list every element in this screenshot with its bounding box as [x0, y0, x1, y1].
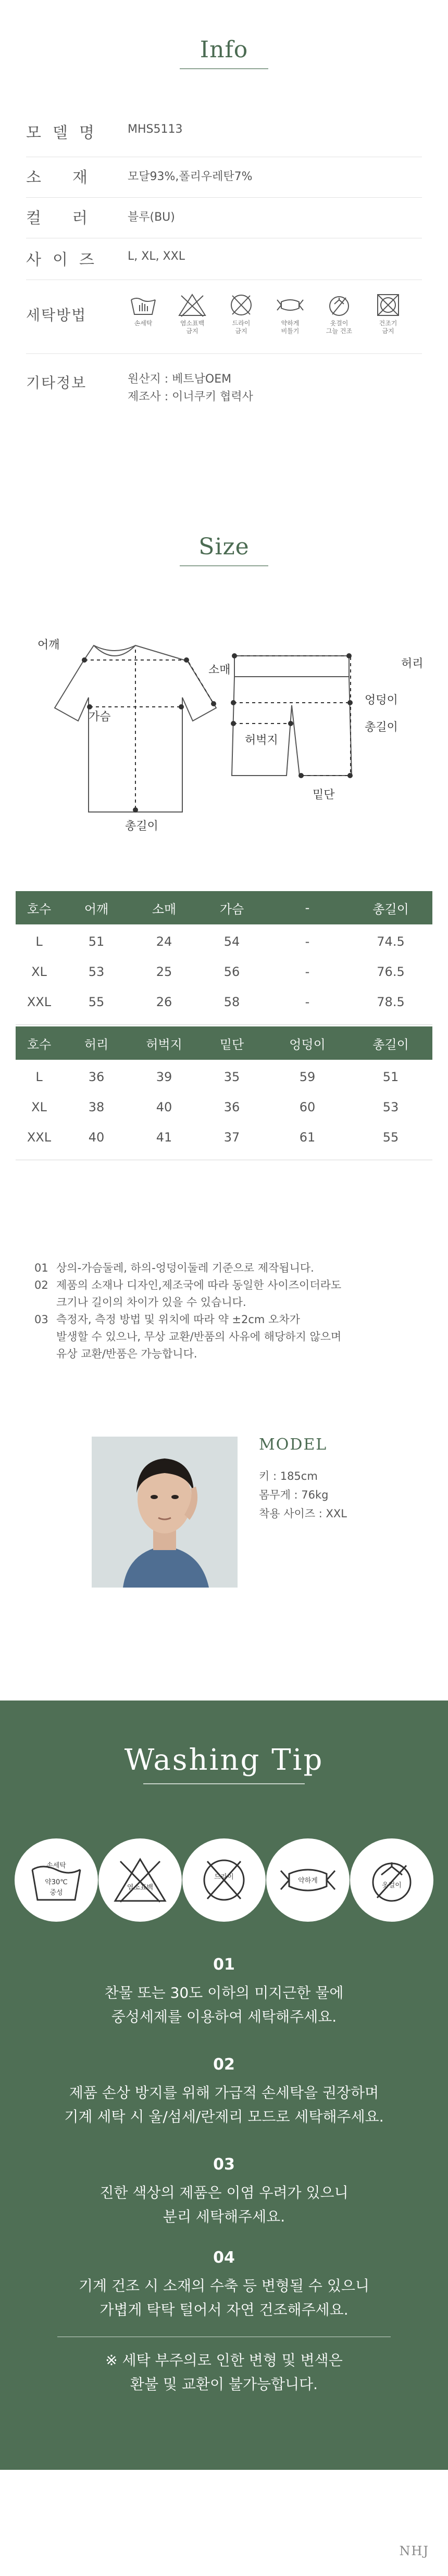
- size-note-2: [34, 1277, 341, 1311]
- care-label: 드라이 금지: [232, 320, 251, 335]
- tip-text: 진한 색상의 제품은 이염 우려가 있으니: [99, 2184, 349, 2201]
- table-cell: 61: [299, 1130, 316, 1145]
- info-value: L, XL, XXL: [128, 250, 185, 263]
- bottom-diagram: [229, 645, 385, 791]
- table-cell: 76.5: [377, 965, 405, 979]
- gentle-text: 약하게: [298, 1877, 318, 1885]
- care-icons: [120, 291, 422, 349]
- info-row-color: [26, 198, 422, 238]
- table-header-cell: 호수: [27, 902, 52, 917]
- info-row-model: [26, 110, 422, 157]
- model-weight: 몸무게 : 76kg: [259, 1489, 329, 1501]
- tip-number: 02: [213, 2055, 235, 2074]
- table-cell: 74.5: [377, 934, 405, 949]
- table-row: [16, 957, 432, 987]
- table-row: [16, 1062, 432, 1092]
- care-no-tumble-dry: [365, 291, 412, 335]
- care-shade-dry: [316, 291, 363, 335]
- note-number: 01: [34, 1262, 48, 1274]
- table-cell: 37: [223, 1130, 240, 1145]
- brand-footer: NHJ: [399, 2544, 429, 2558]
- table-cell: L: [35, 934, 43, 949]
- warning-text: 환불 및 교환이 불가능합니다.: [130, 2376, 318, 2393]
- table-cell: 36: [88, 1070, 105, 1084]
- care-label: 건조기 금지: [379, 320, 397, 335]
- temp-text: 약30℃: [45, 1879, 68, 1886]
- table-cell: 39: [156, 1070, 172, 1084]
- table-header-cell: 밑단: [219, 1037, 244, 1052]
- size-title-text: Size: [198, 534, 250, 560]
- model-size: 착용 사이즈 : XXL: [259, 1507, 347, 1520]
- care-hand-wash: [120, 291, 167, 327]
- size-section-title: [0, 534, 448, 566]
- info-row-sizes: [26, 238, 422, 280]
- table-cell: 41: [156, 1130, 172, 1145]
- table-cell: 60: [299, 1100, 316, 1114]
- table-header-cell: 엉덩이: [289, 1037, 326, 1052]
- info-row-wash: [26, 280, 422, 354]
- shoulder-label: 어깨: [38, 639, 60, 652]
- maker-text: 제조사 : 이너쿠키 협력사: [128, 390, 253, 403]
- table-row: [16, 927, 432, 957]
- table-cell: -: [305, 934, 310, 949]
- table-header-cell: 소매: [152, 902, 177, 917]
- note-text: 크기나 길이의 차이가 있을 수 있습니다.: [56, 1296, 246, 1309]
- table-cell: 53: [88, 965, 105, 979]
- no-bleach-icon: [176, 291, 208, 319]
- note-number: 02: [34, 1279, 48, 1291]
- table-header-cell: -: [305, 900, 310, 915]
- washing-title-text: Washing Tip: [124, 1743, 324, 1777]
- note-text: 발생할 수 있으나, 무상 교환/반품의 사유에 해당하지 않으며: [56, 1330, 342, 1343]
- hem-label: 밑단: [313, 789, 335, 802]
- washing-tip-title: [0, 1743, 448, 1784]
- wash-tip-1: [0, 1956, 448, 2029]
- model-photo: [92, 1437, 238, 1588]
- note-text: 제품의 소재나 디자인,제조국에 따라 동일한 사이즈이더라도: [56, 1279, 342, 1291]
- model-title: MODEL: [259, 1436, 328, 1454]
- table-cell: 51: [88, 934, 105, 949]
- wash-circle-bleach: [98, 1838, 182, 1922]
- table-cell: L: [35, 1070, 43, 1084]
- info-row-etc: [26, 354, 422, 432]
- wash-method-label: 세탁방법: [26, 307, 87, 324]
- table-cell: 55: [88, 995, 105, 1009]
- wash-circle-dry-clean: [182, 1838, 266, 1922]
- no-tumble-dry-icon: [372, 291, 404, 319]
- hand-wash-text: 손세탁: [46, 1862, 66, 1870]
- size-note-3: [34, 1311, 341, 1363]
- table-header-cell: 총길이: [372, 902, 409, 917]
- thigh-label: 허벅지: [245, 734, 278, 747]
- note-text: 측정자, 측정 방법 및 위치에 따라 약 ±2cm 오차가: [56, 1313, 300, 1326]
- table-row: [16, 1122, 432, 1152]
- wash-tip-4: [0, 2249, 448, 2322]
- table-divider: [16, 1024, 432, 1025]
- table-cell: 25: [156, 965, 172, 979]
- care-label: 옷걸이 그늘 건조: [326, 320, 353, 335]
- wash-circle-wring: [266, 1838, 350, 1922]
- table-cell: 56: [223, 965, 240, 979]
- tip-text: 찬물 또는 30도 이하의 미지근한 물에: [104, 1984, 344, 2001]
- washing-title-rule: [143, 1783, 305, 1784]
- wash-tip-3: [0, 2155, 448, 2229]
- bleach-text: 염소표백: [127, 1884, 154, 1892]
- wash-tip-2: [0, 2055, 448, 2129]
- wash-circle-hanger: [350, 1838, 433, 1922]
- table-cell: 78.5: [377, 995, 405, 1009]
- model-height: 키 : 185cm: [259, 1470, 318, 1482]
- hip-label: 엉덩이: [365, 694, 398, 707]
- shade-dry-icon: [323, 291, 355, 319]
- table-header-cell: 호수: [27, 1037, 52, 1052]
- no-dry-clean-icon: [193, 1854, 255, 1906]
- origin-text: 원산지 : 베트남OEM: [128, 373, 232, 386]
- washing-tip-section: [0, 1701, 448, 2470]
- table-cell: 24: [156, 934, 172, 949]
- info-title-text: Info: [200, 36, 248, 63]
- no-bleach-icon: [109, 1854, 171, 1906]
- table-cell: 26: [156, 995, 172, 1009]
- size-title-rule: [180, 565, 268, 566]
- tip-number: 01: [213, 1956, 235, 1974]
- info-label: 컬러: [26, 209, 119, 227]
- table-row: [16, 987, 432, 1017]
- table-cell: 58: [223, 995, 240, 1009]
- care-label: 손세탁: [134, 320, 153, 327]
- size-note-1: [34, 1260, 314, 1277]
- bottom-size-table: [16, 1026, 432, 1160]
- table-cell: 40: [88, 1130, 105, 1145]
- tip-text: 제품 손상 방지를 위해 가급적 손세탁을 권장하며: [69, 2084, 379, 2101]
- tip-text: 가볍게 탁탁 털어서 자연 건조해주세요.: [99, 2301, 349, 2318]
- tip-number: 04: [213, 2249, 235, 2267]
- table-row: [16, 1092, 432, 1122]
- care-gentle-wring: [267, 291, 314, 335]
- table-cell: -: [305, 995, 310, 1009]
- hand-wash-icon: [127, 291, 159, 319]
- hanger-text: 옷걸이: [382, 1882, 402, 1889]
- tip-number: 03: [213, 2155, 235, 2174]
- table-cell: XXL: [27, 995, 52, 1009]
- tip-text: 중성세제를 이용하여 세탁해주세요.: [111, 2008, 337, 2025]
- wash-circle-hand: [15, 1838, 98, 1922]
- top-length-label: 총길이: [125, 820, 158, 833]
- table-header-cell: 허리: [84, 1037, 109, 1052]
- tip-text: 분리 세탁해주세요.: [163, 2208, 285, 2225]
- waist-label: 허리: [401, 657, 424, 670]
- info-row-material: [26, 157, 422, 198]
- table-header-cell: 총길이: [372, 1037, 409, 1052]
- table-cell: 38: [88, 1100, 105, 1114]
- top-diagram: [36, 635, 234, 828]
- table-header-cell: 어깨: [84, 902, 109, 917]
- wash-warning: [0, 2349, 448, 2396]
- table-cell: 35: [223, 1070, 240, 1084]
- etc-label: 기타정보: [26, 374, 87, 391]
- chest-label: 가슴: [89, 710, 111, 724]
- table-header-cell: 가슴: [219, 902, 244, 917]
- table-cell: XXL: [27, 1130, 52, 1145]
- table-header: [16, 1026, 432, 1060]
- info-section-title: [0, 36, 448, 69]
- model-portrait: [92, 1437, 238, 1588]
- bottom-length-label: 총길이: [365, 721, 398, 734]
- info-title-rule: [180, 68, 268, 69]
- table-cell: XL: [31, 1100, 47, 1114]
- gentle-wring-icon: [274, 291, 306, 319]
- table-cell: 36: [223, 1100, 240, 1114]
- warning-text: ※ 세탁 부주의로 인한 변형 및 변색은: [105, 2352, 343, 2369]
- care-no-bleach: [169, 291, 216, 335]
- note-text: 상의-가슴둘레, 하의-엉덩이둘레 기준으로 제작됩니다.: [56, 1262, 314, 1274]
- table-cell: 53: [382, 1100, 399, 1114]
- hanger-dry-icon: [360, 1854, 423, 1906]
- gentle-wring-icon: [277, 1854, 339, 1906]
- table-cell: -: [305, 965, 310, 979]
- top-size-table: [16, 891, 432, 1025]
- tip-text: 기계 건조 시 소재의 수축 등 변형될 수 있으니: [78, 2277, 370, 2294]
- table-header-cell: 허벅지: [146, 1037, 182, 1052]
- table-cell: 55: [382, 1130, 399, 1145]
- dry-text: 드라이: [214, 1873, 234, 1881]
- info-value: 블루(BU): [128, 211, 175, 224]
- table-cell: XL: [31, 965, 47, 979]
- table-header: [16, 891, 432, 924]
- note-text: 유상 교환/반품은 가능합니다.: [56, 1348, 197, 1360]
- hand-wash-30-icon: [25, 1854, 88, 1906]
- table-cell: 51: [382, 1070, 399, 1084]
- neutral-text: 중성: [49, 1889, 63, 1897]
- sleeve-label: 소매: [208, 664, 231, 677]
- care-no-dry-clean: [218, 291, 265, 335]
- note-number: 03: [34, 1313, 48, 1326]
- tip-text: 기계 세탁 시 울/섬세/란제리 모드로 세탁해주세요.: [64, 2108, 384, 2125]
- washing-icons: [15, 1838, 433, 1927]
- care-label: 약하게 비틀기: [281, 320, 300, 335]
- table-cell: 59: [299, 1070, 316, 1084]
- info-label: 사이즈: [26, 251, 106, 269]
- table-cell: 54: [223, 934, 240, 949]
- table-cell: 40: [156, 1100, 172, 1114]
- info-value: 모달93%,폴리우레탄7%: [128, 170, 253, 183]
- care-label: 염소표백 금지: [180, 320, 205, 335]
- info-label: 모델명: [26, 124, 106, 142]
- no-dry-clean-icon: [225, 291, 257, 319]
- info-label: 소재: [26, 169, 119, 187]
- info-value: MHS5113: [128, 123, 183, 136]
- etc-values: [128, 371, 253, 406]
